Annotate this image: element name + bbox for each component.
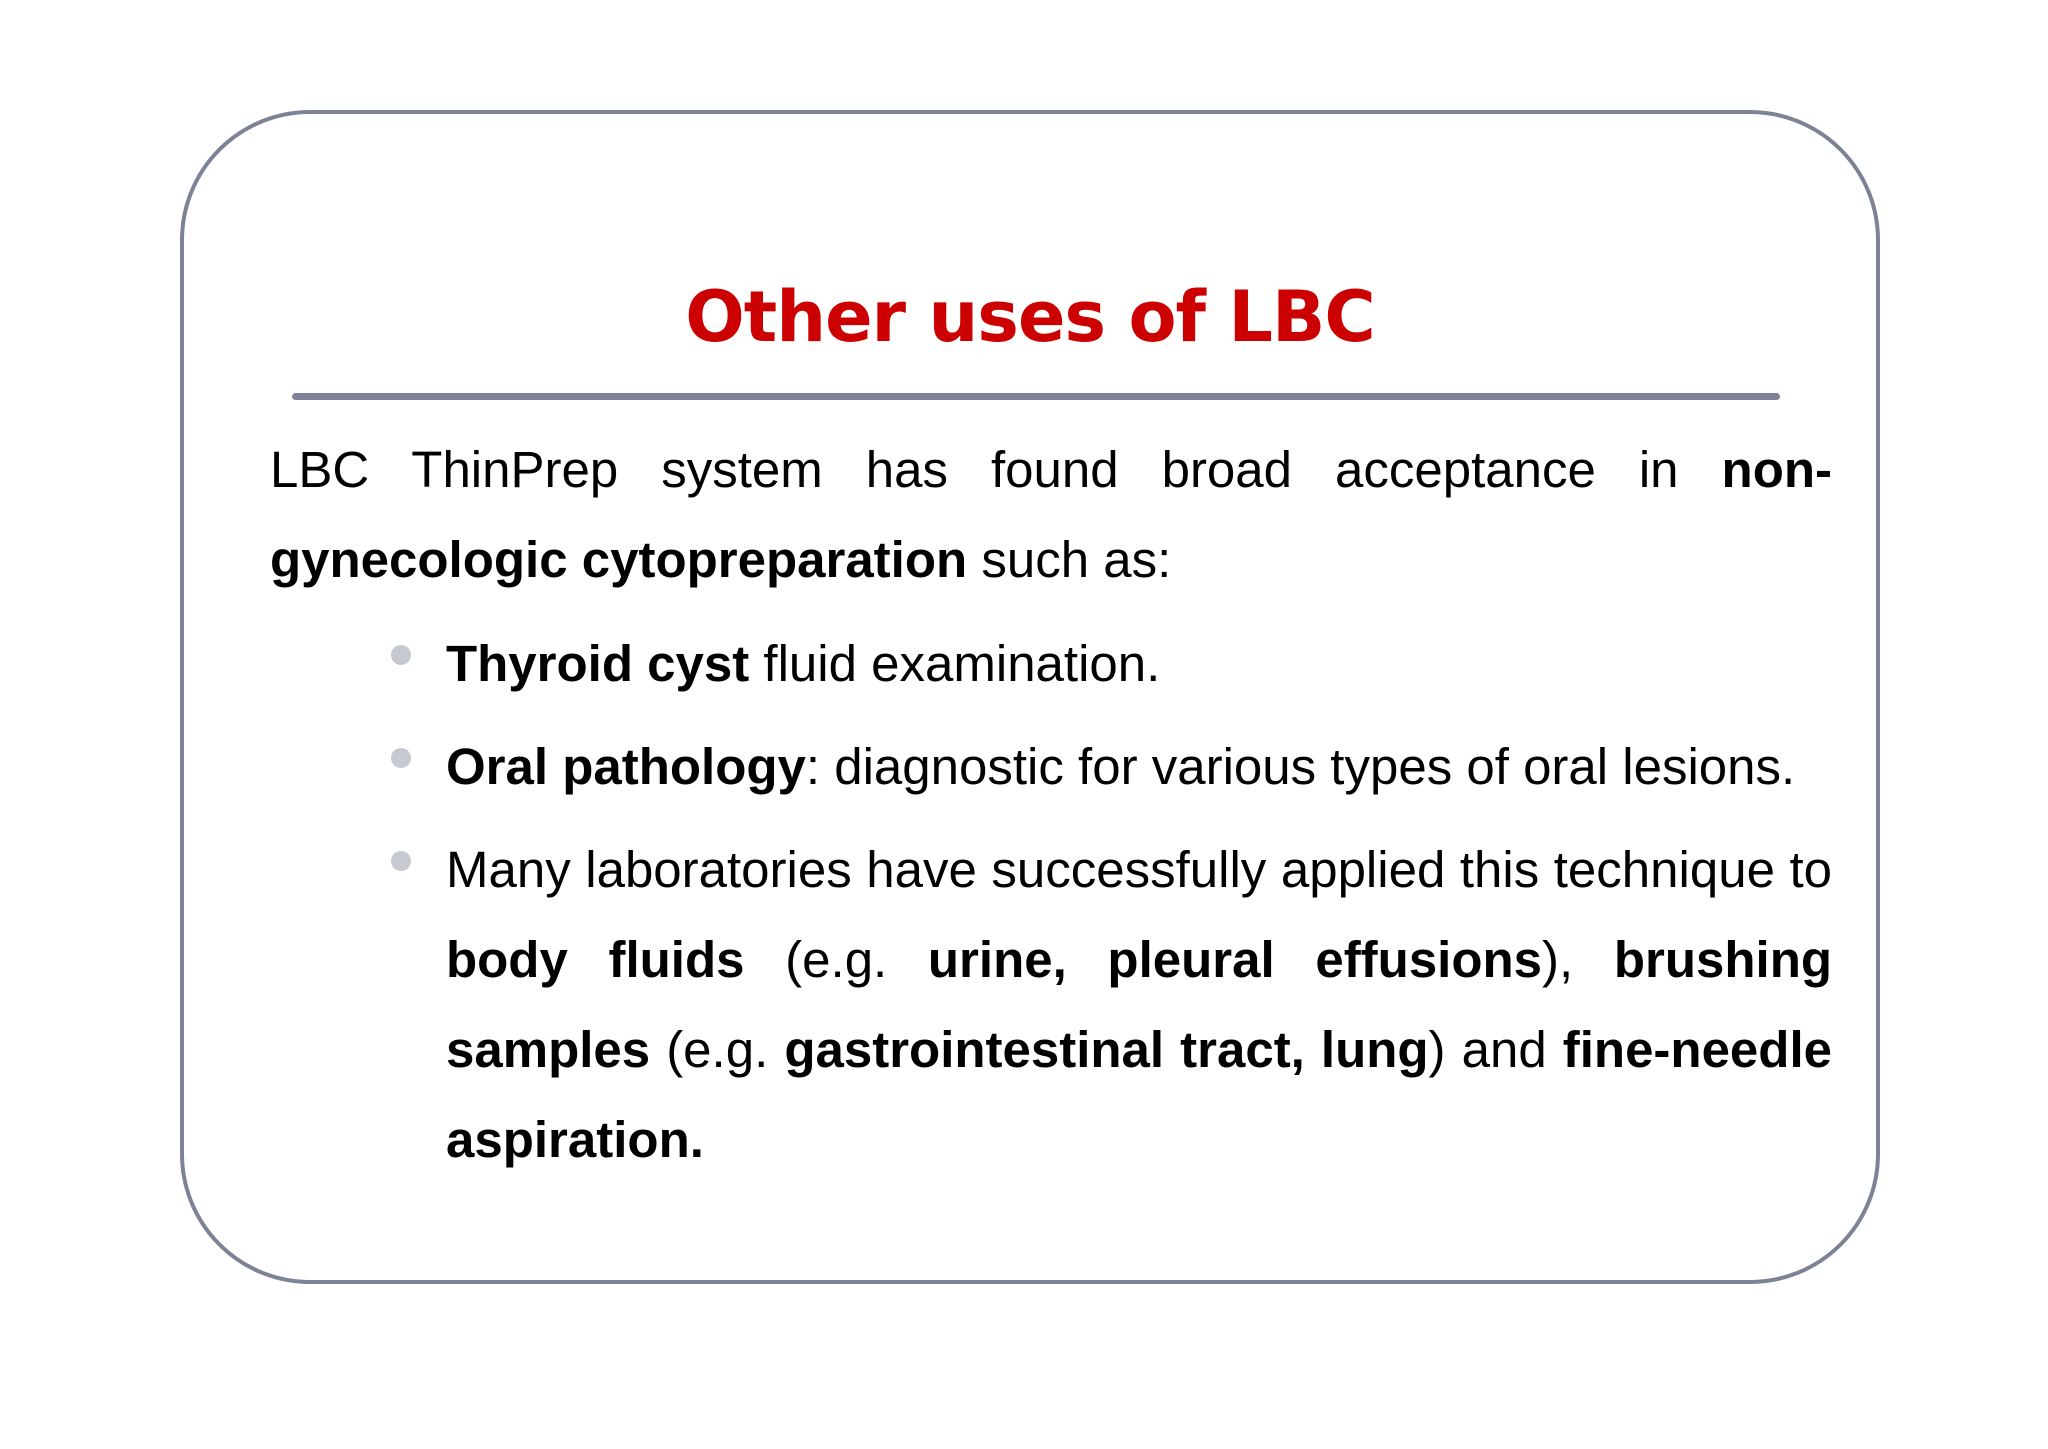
bullet-item-thyroid [446, 619, 1832, 709]
title-divider [292, 393, 1780, 400]
bullet-text: ) and [1428, 1021, 1563, 1078]
intro-text-before: LBC ThinPrep system has found broad acceptance in [270, 441, 1722, 498]
bullet-text: Many laboratories have successfully applied this technique to [446, 841, 1832, 898]
intro-bold-term: non-gynecologic cytopreparation [270, 441, 1832, 588]
bullet-dot-icon [391, 851, 411, 871]
bullet-list [446, 619, 1832, 1198]
intro-text-after: such as: [967, 531, 1172, 588]
bullet-bold: Thyroid cyst [446, 635, 750, 692]
bullet-item-laboratories [446, 825, 1832, 1185]
bullet-dot-icon [391, 748, 411, 768]
bullet-bold: Oral pathology [446, 738, 806, 795]
bullet-dot-icon [391, 645, 411, 665]
bullet-text: ), [1542, 931, 1614, 988]
bullet-bold: body fluids [446, 931, 745, 988]
slide-title: Other uses of LBC [685, 276, 1375, 358]
intro-paragraph [270, 425, 1832, 605]
bullet-text: (e.g. [650, 1021, 785, 1078]
bullet-bold: gastrointestinal tract, lung [784, 1021, 1429, 1078]
bullet-bold: fine-needle aspiration. [446, 1021, 1832, 1168]
bullet-bold: brushing samples [446, 931, 1833, 1078]
bullet-bold: urine, pleural effusions [927, 931, 1543, 988]
bullet-text: : diagnostic for various types of oral lesions. [805, 738, 1796, 795]
bullet-text: fluid examination. [749, 635, 1161, 692]
bullet-item-oral [446, 722, 1832, 812]
bullet-text: (e.g. [744, 931, 928, 988]
